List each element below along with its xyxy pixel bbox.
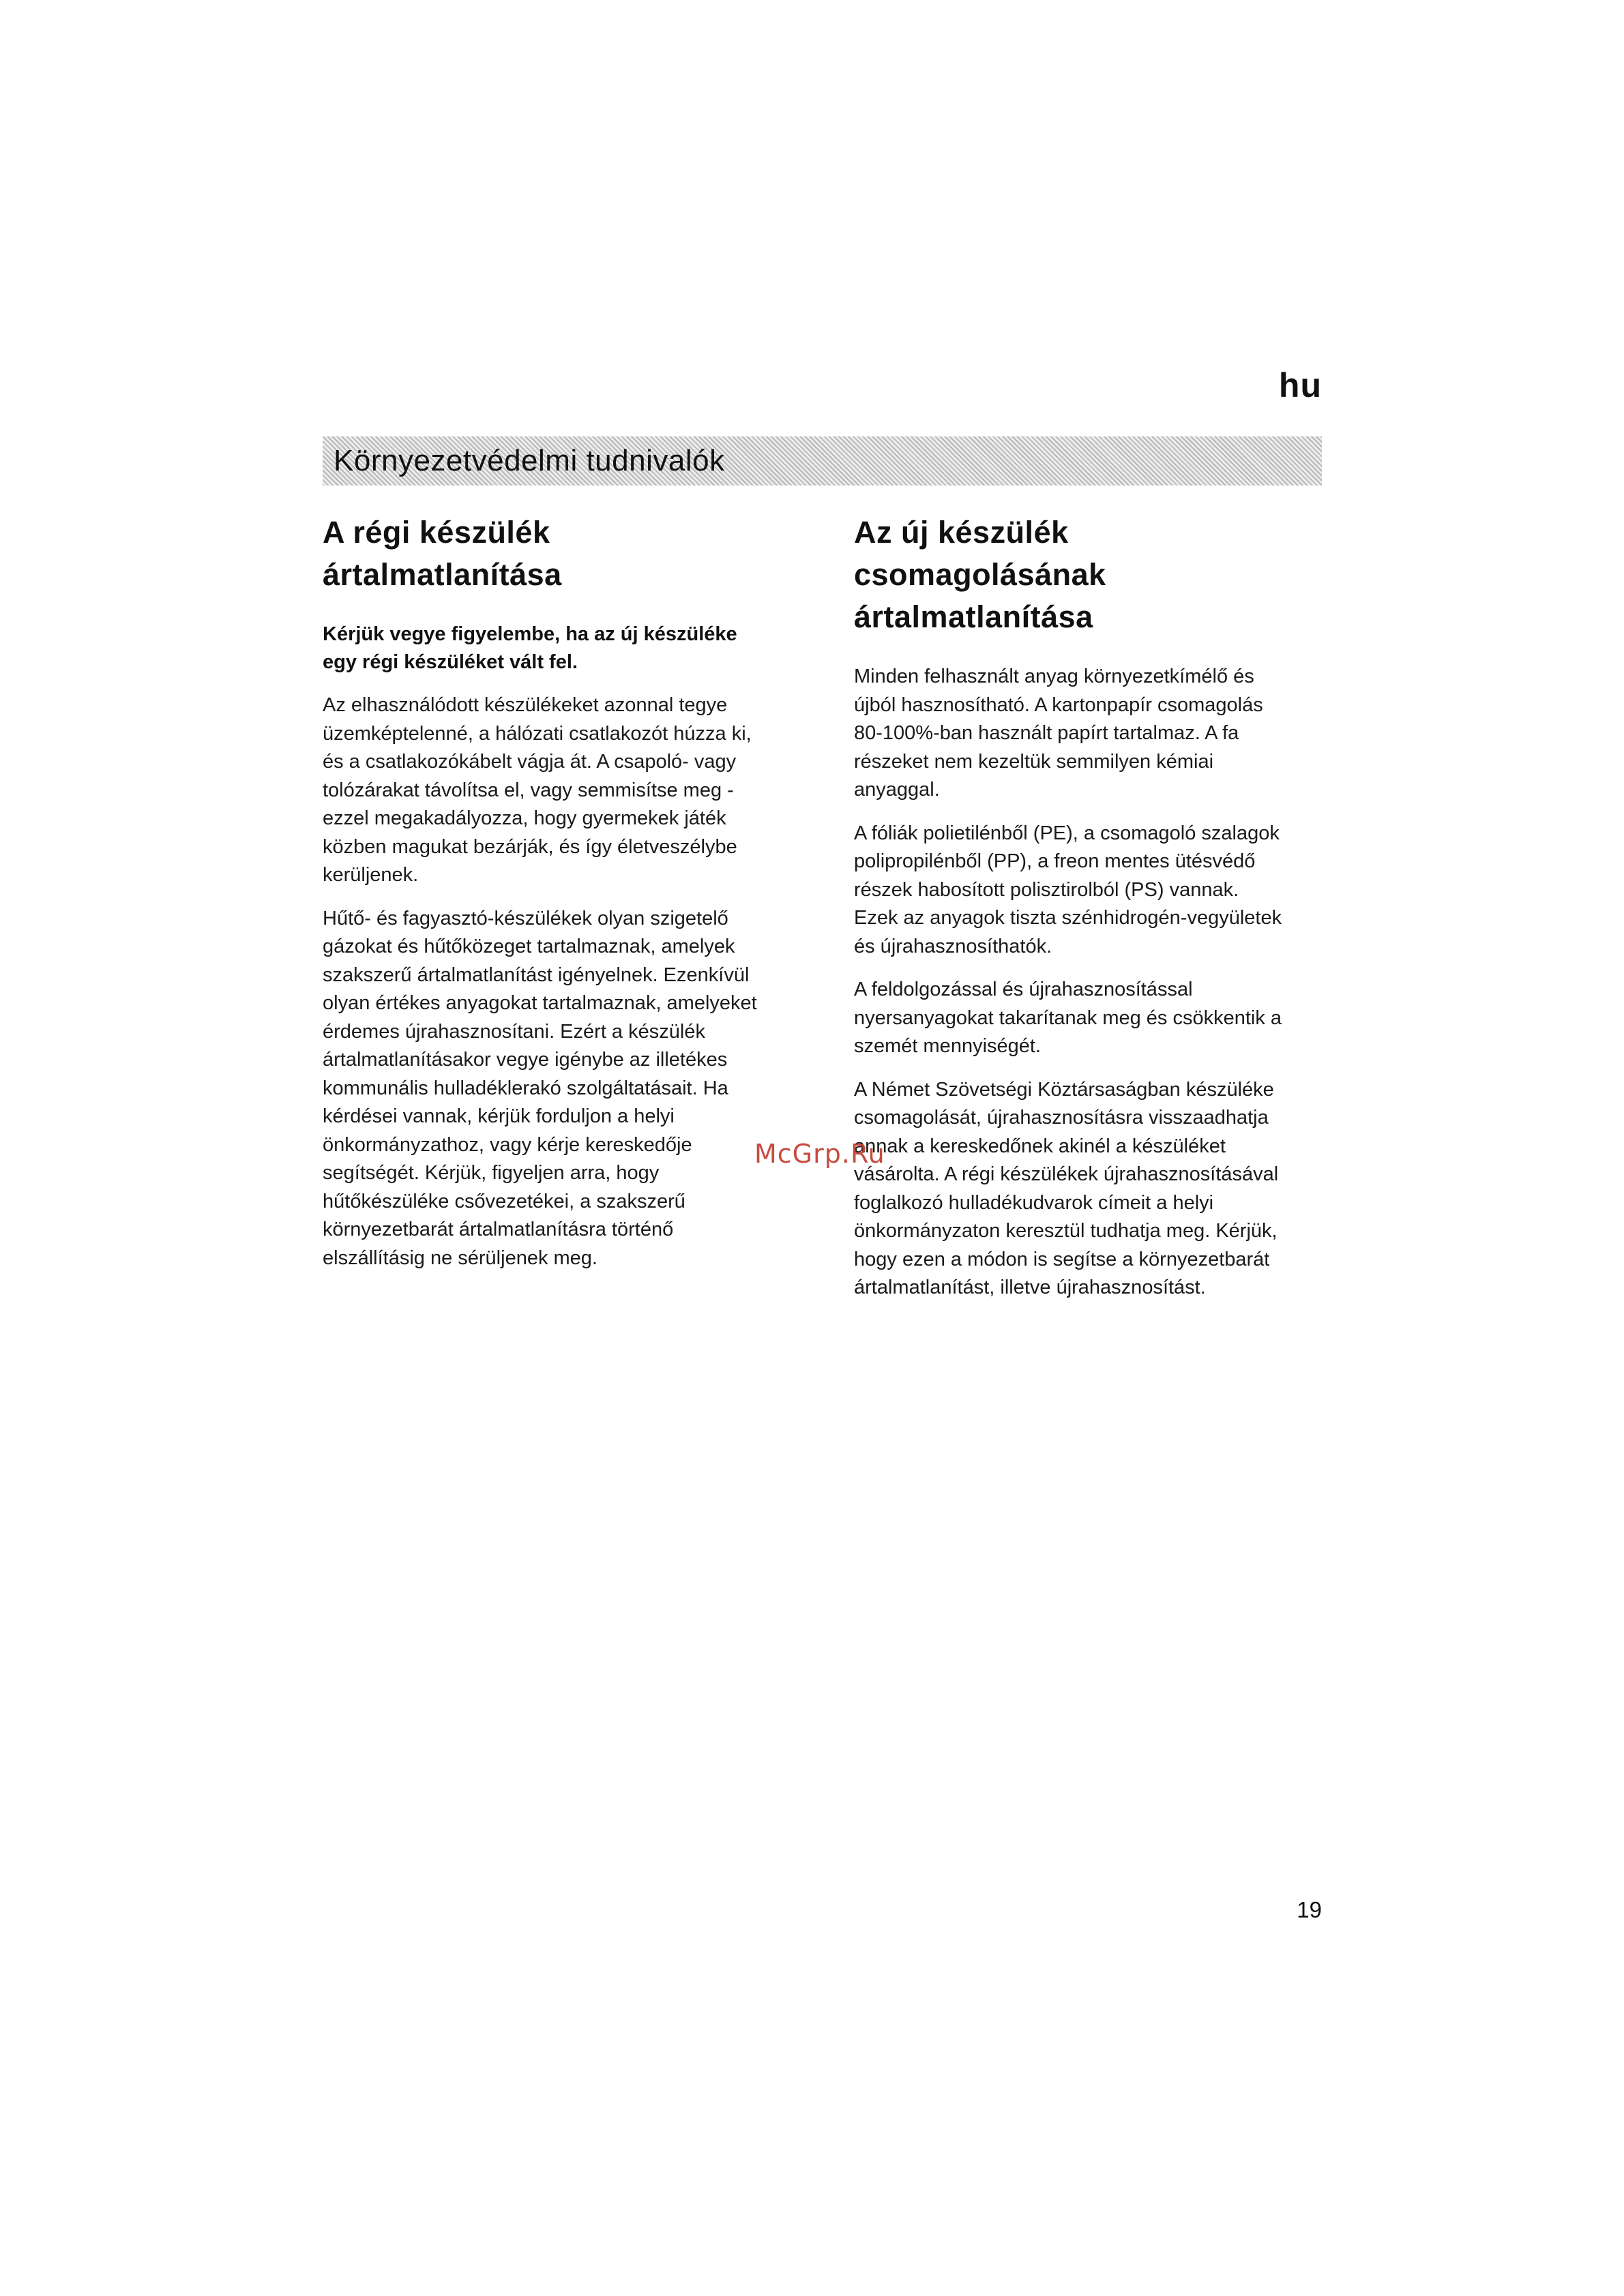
text-line: és a csatlakozókábelt vágja át. A csapoló- vagy <box>323 751 737 773</box>
right-paragraph-3 <box>854 976 1331 1061</box>
text-line: kérdései vannak, kérjük forduljon a helyi <box>323 1105 675 1127</box>
text-line: anyaggal. <box>854 779 940 801</box>
text-line: érdemes újrahasznosítani. Ezért a készülék <box>323 1020 705 1043</box>
text-line: A feldolgozással és újrahasznosítással <box>854 979 1193 1000</box>
text-line: tolózárakat távolítsa el, vagy semmisítse meg - <box>323 779 734 801</box>
text-line: olyan értékes anyagokat tartalmaznak, amelyeket <box>323 992 757 1014</box>
text-line: annak a kereskedőnek akinél a készüléket <box>854 1135 1226 1157</box>
heading-line: ártalmatlanítása <box>854 599 1093 634</box>
text-line: egy régi készüléket vált fel. <box>323 651 578 673</box>
text-line: környezetbarát ártalmatlanításra történő <box>323 1219 674 1240</box>
page-number: 19 <box>1297 1897 1322 1922</box>
right-column-heading <box>854 511 1331 638</box>
text-line: részeket nem kezeltük semmilyen kémiai <box>854 750 1214 773</box>
left-column <box>323 511 800 1287</box>
text-line: gázokat és hűtőközeget tartalmaznak, amelyek <box>323 936 735 957</box>
text-line: szakszerű ártalmatlanítást igényelnek. Ezenkívül <box>323 964 750 986</box>
text-line: kommunális hulladéklerakó szolgáltatásait. Ha <box>323 1077 728 1099</box>
right-paragraph-1 <box>854 663 1331 805</box>
text-line: A fóliák polietilénből (PE), a csomagoló szalagok <box>854 822 1280 844</box>
text-line: kerüljenek. <box>323 864 419 886</box>
heading-line: ártalmatlanítása <box>323 557 562 592</box>
text-line: ártalmatlanításakor vegye igénybe az illetékes <box>323 1049 728 1071</box>
text-line: és újrahasznosíthatók. <box>854 935 1052 957</box>
text-line: elszállításig ne sérüljenek meg. <box>323 1247 597 1269</box>
text-line: polipropilénből (PP), a freon mentes ütésvédő <box>854 850 1256 872</box>
text-line: hűtőkészüléke csővezetékei, a szakszerű <box>323 1190 685 1212</box>
section-title: Környezetvédelmi tudnivalók <box>334 444 725 477</box>
language-code: hu <box>1278 366 1322 404</box>
text-line: 80-100%-ban használt papírt tartalmaz. A fa <box>854 722 1239 744</box>
text-line: részek habosított polisztirolból (PS) vannak. <box>854 878 1239 901</box>
heading-line: csomagolásának <box>854 557 1106 592</box>
text-line: vásárolta. A régi készülékek újrahasznosításával <box>854 1163 1279 1185</box>
text-line: önkormányzaton keresztül tudhatja meg. Kérjük, <box>854 1220 1278 1242</box>
text-line: Hűtő- és fagyasztó-készülékek olyan szigetelő <box>323 907 728 929</box>
text-line: önkormányzathoz, vagy kérje kereskedője <box>323 1133 692 1156</box>
right-paragraph-4 <box>854 1076 1331 1302</box>
text-line: szemét mennyiségét. <box>854 1035 1042 1057</box>
right-paragraph-2 <box>854 820 1331 961</box>
text-line: A Német Szövetségi Köztársaságban készüléke <box>854 1078 1274 1101</box>
heading-line: A régi készülék <box>323 515 550 550</box>
left-column-heading <box>323 511 800 596</box>
left-paragraph-2 <box>323 905 800 1273</box>
text-line: Minden felhasznált anyag környezetkímélő és <box>854 666 1254 687</box>
left-paragraph-1 <box>323 691 800 890</box>
text-line: csomagolását, újrahasznosításra visszaadhatja <box>854 1107 1269 1129</box>
text-line: üzemképtelenné, a hálózati csatlakozót húzza ki, <box>323 722 752 745</box>
text-line: Az elhasználódott készülékeket azonnal tegye <box>323 694 728 716</box>
watermark: McGrp.Ru <box>754 1139 885 1169</box>
text-line: hogy ezen a módon is segítse a környezetbarát <box>854 1248 1270 1270</box>
text-line: ezzel megakadályozza, hogy gyermekek játék <box>323 807 726 829</box>
text-line: foglalkozó hulladékudvarok címeit a helyi <box>854 1191 1214 1214</box>
text-line: Kérjük vegye figyelembe, ha az új készüléke <box>323 623 737 645</box>
section-banner <box>323 436 1322 486</box>
left-lead-text <box>323 621 800 676</box>
heading-line: Az új készülék <box>854 515 1069 550</box>
text-line: Ezek az anyagok tiszta szénhidrogén-vegyületek <box>854 907 1282 929</box>
right-column <box>854 511 1331 1317</box>
text-line: újból hasznosítható. A kartonpapír csomagolás <box>854 694 1263 716</box>
text-line: nyersanyagokat takarítanak meg és csökkentik a <box>854 1007 1282 1029</box>
text-line: segítségét. Kérjük, figyeljen arra, hogy <box>323 1162 660 1184</box>
text-line: közben magukat bezárják, és így életveszélybe <box>323 835 737 858</box>
text-line: ártalmatlanítást, illetve újrahasznosítást. <box>854 1277 1206 1298</box>
